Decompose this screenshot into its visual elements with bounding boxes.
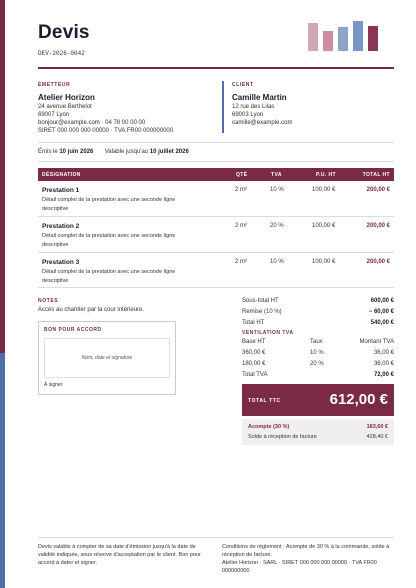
client-name: Camille Martin (232, 93, 287, 102)
row-total: 200,00 € (366, 259, 390, 265)
emetteur-block (38, 82, 208, 134)
subtotal-value: 600,00 € (370, 298, 394, 304)
discount-label: Remise (10 %) (242, 309, 282, 315)
footer-divider (38, 537, 394, 538)
signature-area[interactable] (44, 338, 170, 378)
row-name: Prestation 2 (42, 223, 80, 230)
row-desc: Détail complet de la prestation avec une seconde ligne descriptive (42, 269, 176, 284)
client-label: CLIENT (232, 82, 254, 88)
emetteur-address1: 24 avenue Berthelot (38, 104, 92, 110)
signature-hint: Nom, date et signature (81, 355, 133, 361)
logo-bar (368, 26, 378, 51)
header-total: TOTAL HT (362, 172, 390, 178)
emetteur-name: Atelier Horizon (38, 93, 95, 102)
quote-page (38, 0, 394, 588)
total-ttc-label: TOTAL TTC (248, 398, 281, 404)
row-pu: 100,00 € (312, 223, 336, 229)
subtotal-label: Sous-total HT (242, 298, 279, 304)
row-qty: 2 m² (235, 259, 247, 265)
acompte-box (242, 419, 394, 445)
vent-montant: 36,00 € (373, 350, 394, 356)
logo-bar (323, 31, 333, 51)
document-number: DEV-2026-0042 (38, 50, 85, 57)
discount-value: − 60,00 € (368, 309, 394, 315)
client-divider (222, 81, 224, 133)
acompte-value: 183,60 € (366, 424, 388, 430)
total-ht-label: Total HT (242, 320, 265, 326)
vent-base: 360,00 € (242, 350, 266, 356)
row-qty: 2 m² (235, 187, 247, 193)
issued-prefix: Émis le (38, 149, 58, 155)
accord-place: À signer (44, 382, 63, 388)
total-tva-label: Total TVA (242, 372, 268, 378)
header-designation: DÉSIGNATION (42, 172, 81, 178)
emetteur-label: ÉMETTEUR (38, 82, 71, 88)
logo-bar (353, 21, 363, 51)
row-tva: 10 % (270, 259, 284, 265)
client-block (232, 82, 392, 126)
emetteur-legal: SIRET 000 000 000 00000 · TVA FR00 000000000 (38, 128, 174, 134)
client-email: camille@example.com (232, 120, 293, 126)
emetteur-contact: bonjour@example.com · 04 78 00 00 00 (38, 120, 146, 126)
row-qty: 2 m² (235, 223, 247, 229)
ventilation-label: VENTILATION TVA (242, 330, 294, 336)
vent-header-taux: Taux (310, 339, 323, 345)
header-divider (38, 67, 394, 69)
vent-base: 180,00 € (242, 361, 266, 367)
row-pu: 100,00 € (312, 259, 336, 265)
row-pu: 100,00 € (312, 187, 336, 193)
acompte-label: Acompte (30 %) (248, 424, 290, 430)
footer-validity-text: Devis valable à compter de sa date d'émission jusqu'à la date de validité indiquée, sous réserve d'acceptation par le client. Bon pour accord à dater et signer. (38, 544, 201, 566)
solde-value: 428,40 € (366, 434, 388, 440)
accord-label: BON POUR ACCORD (44, 327, 102, 333)
row-total: 200,00 € (366, 187, 390, 193)
row-total: 200,00 € (366, 223, 390, 229)
footer-payment-terms: Conditions de règlement : Acompte de 30 % à la commande, solde à réception de facture. (222, 544, 390, 558)
vent-taux: 10 % (310, 350, 324, 356)
client-address2: 69003 Lyon (232, 112, 264, 118)
vent-header-montant: Montant TVA (359, 339, 394, 345)
accord-box (38, 321, 176, 395)
header-tva: TVA (271, 172, 282, 178)
table-header (38, 168, 394, 181)
dates-divider-bottom (38, 161, 394, 162)
notes-label: NOTES (38, 298, 59, 304)
vent-montant: 36,00 € (373, 361, 394, 367)
total-tva-value: 72,00 € (373, 372, 394, 378)
total-ttc-value: 612,00 € (329, 391, 388, 408)
dates-line (38, 149, 189, 155)
footer-legal: Atelier Horizon · SARL · SIRET 000 000 000 00000 · TVA FR00 000000000 (222, 560, 377, 574)
row-desc: Détail complet de la prestation avec une seconde ligne descriptive (42, 233, 176, 248)
vent-taux: 20 % (310, 361, 324, 367)
dates-divider-top (38, 142, 394, 143)
valid-prefix: Valable jusqu'au (104, 149, 149, 155)
emetteur-address2: 69007 Lyon (38, 112, 70, 118)
valid-date: 10 juillet 2026 (149, 149, 189, 155)
side-accent-bar (0, 0, 5, 588)
table-row (38, 181, 394, 217)
row-tva: 20 % (270, 223, 284, 229)
vent-header-base: Base HT (242, 339, 266, 345)
issued-date: 10 juin 2026 (59, 149, 94, 155)
row-name: Prestation 1 (42, 187, 80, 194)
header-pu: P.U. HT (316, 172, 336, 178)
logo-bar (338, 27, 348, 51)
header-qty: QTÉ (236, 172, 248, 178)
document-title: Devis (38, 22, 90, 43)
row-desc: Détail complet de la prestation avec une seconde ligne descriptive (42, 197, 176, 212)
client-address1: 12 rue des Lilas (232, 104, 275, 110)
total-ht-value: 540,00 € (370, 320, 394, 326)
table-row (38, 253, 394, 288)
notes-text: Accès au chantier par la cour intérieure. (38, 307, 145, 313)
logo-bar (308, 23, 318, 51)
solde-label: Solde à réception de facture (248, 434, 317, 440)
table-row (38, 217, 394, 253)
total-ttc-box (242, 384, 394, 416)
footer-conditions (222, 543, 394, 575)
logo-bars-graphic (308, 21, 388, 51)
row-name: Prestation 3 (42, 259, 80, 266)
row-tva: 10 % (270, 187, 284, 193)
